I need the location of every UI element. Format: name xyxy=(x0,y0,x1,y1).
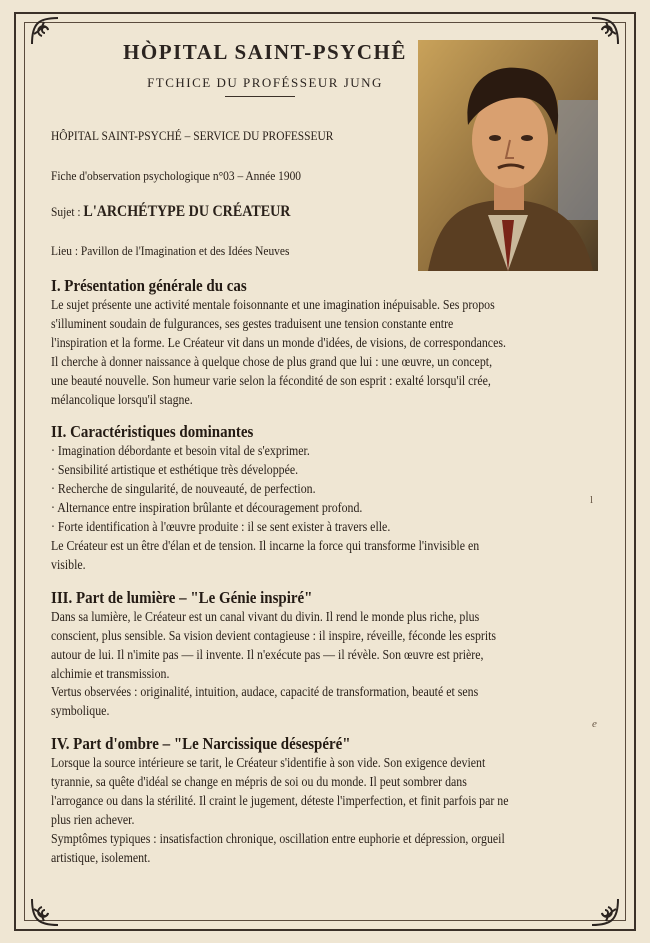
hospital-title: HÒPITAL SAINT-PSYCHÊ xyxy=(123,40,407,64)
text-line: Lorsque la source intérieure se tarit, le Créateur s'identifie à son vide. Son exigence devient xyxy=(51,755,486,771)
text-line: visible. xyxy=(51,556,86,572)
margin-mark: l xyxy=(590,494,594,506)
text-line: symbolique. xyxy=(51,703,110,719)
list-item: · Sensibilité artistique et esthétique très développée. xyxy=(51,462,299,478)
corner-ornament-icon xyxy=(28,889,68,929)
text-line: une beauté nouvelle. Son humeur varie selon la fécondité de son esprit : exalté lorsqu'il crée, xyxy=(51,372,491,388)
list-item: · Forte identification à l'œuvre produite : il se sent exister à travers elle. xyxy=(51,519,391,535)
text-line: s'illuminent soudain de fulgurances, ses gestes traduisent une tension constante entre xyxy=(51,315,454,331)
section-light xyxy=(51,587,605,721)
text-line: tyrannie, sa quête d'idéal se change en mépris de soi ou du monde. Il peut sombrer dans xyxy=(51,774,467,790)
report-body xyxy=(51,275,605,880)
list-item: · Imagination débordante et besoin vital de s'exprimer. xyxy=(51,443,310,459)
text-line: Le Créateur est un être d'élan et de tension. Il incarne la force qui transforme l'invisible en xyxy=(51,537,480,553)
section-shadow xyxy=(51,733,605,867)
portrait-painting xyxy=(418,40,598,271)
file-subtitle: FTCHICE DU PROFÉSSEUR JUNG xyxy=(147,75,383,90)
text-line: Vertus observées : originalité, intuition, audace, capacité de transformation, beauté et sens xyxy=(51,684,479,700)
text-line: alchimie et transmission. xyxy=(51,665,170,681)
fiche-line: Fiche d'observation psychologique n°03 – Année 1900 xyxy=(51,168,302,183)
margin-mark: e xyxy=(592,718,597,730)
trait-list xyxy=(51,442,605,537)
text-line: Symptômes typiques : insatisfaction chronique, oscillation entre euphorie et dépression, orgueil xyxy=(51,830,505,846)
text-line: autour de lui. Il n'imite pas — il invente. Il n'exécute pas — il révèle. Son œuvre est prière, xyxy=(51,646,484,662)
subject-line xyxy=(51,203,290,221)
corner-ornament-icon xyxy=(28,14,68,54)
text-line: conscient, plus sensible. Sa vision devient contagieuse : il inspire, réveille, féconde les esprits xyxy=(51,627,497,643)
text-line: Dans sa lumière, le Créateur est un canal vivant du divin. Il rend le monde plus riche, plus xyxy=(51,608,480,624)
text-line: plus rien achever. xyxy=(51,811,135,827)
section-heading: I. Présentation générale du cas xyxy=(51,276,247,295)
header-divider xyxy=(225,96,295,97)
section-heading: II. Caractéristiques dominantes xyxy=(51,422,254,442)
corner-ornament-icon xyxy=(582,889,622,929)
text-line: mélancolique lorsqu'il stagne. xyxy=(51,391,193,407)
section-presentation xyxy=(51,275,605,409)
lieu-line: Lieu : Pavillon de l'Imagination et des Idées Neuves xyxy=(51,243,290,258)
text-line: artistique, isolement. xyxy=(51,849,151,865)
section-characteristics xyxy=(51,421,605,574)
text-line: l'arrogance ou dans la stérilité. Il craint le jugement, déteste l'imperfection, et finit parfois par ne xyxy=(51,793,509,809)
service-line: HÔPITAL SAINT-PSYCHÉ – SERVICE DU PROFESSEUR xyxy=(51,128,334,143)
section-heading: III. Part de lumière – "Le Génie inspiré" xyxy=(51,587,313,607)
portrait-image xyxy=(418,40,598,271)
list-item: · Alternance entre inspiration brûlante et découragement profond. xyxy=(51,500,363,516)
text-line: Il cherche à donner naissance à quelque chose de plus grand que lui : une œuvre, un concept, xyxy=(51,353,493,369)
text-line: l'inspiration et la forme. Le Créateur vit dans un monde d'idées, de visions, de correspondances. xyxy=(51,334,506,350)
list-item: · Recherche de singularité, de nouveauté, de perfection. xyxy=(51,481,316,497)
subject-value: L'ARCHÉTYPE DU CRÉATEUR xyxy=(83,203,291,220)
text-line: Le sujet présente une activité mentale foisonnante et une imagination inépuisable. Ses propos xyxy=(51,297,495,312)
subject-label: Sujet : xyxy=(51,204,81,219)
section-heading: IV. Part d'ombre – "Le Narcissique désespéré" xyxy=(51,734,351,754)
